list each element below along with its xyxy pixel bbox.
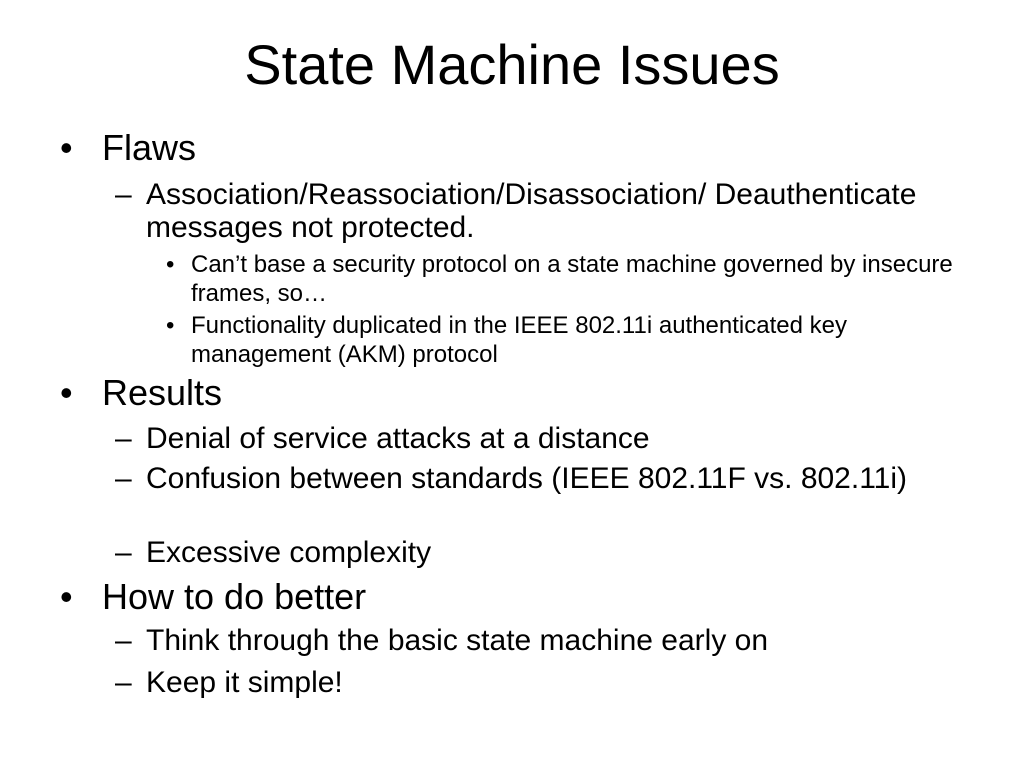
sub-sub-item-functionality-duplicated (166, 311, 966, 369)
dash-icon: – (115, 536, 132, 569)
sub-item-confusion-between-standards (115, 462, 965, 495)
sub-item-text: Think through the basic state machine early on (146, 624, 769, 657)
dash-icon: – (115, 462, 132, 495)
section-heading: Results (102, 372, 223, 413)
dash-icon: – (115, 666, 132, 699)
slide-title: State Machine Issues (244, 33, 780, 96)
bullet-dot-icon: • (60, 372, 73, 413)
sub-sub-item-text: Functionality duplicated in the IEEE 802.11i authenticated key management (AKM) protocol (191, 312, 847, 368)
sub-item-text: Association/Reassociation/Disassociation/ Deauthenticate messages not protected. (146, 178, 917, 244)
section-heading: How to do better (102, 576, 367, 617)
sub-item-think-through (115, 624, 965, 657)
dash-icon: – (115, 422, 132, 455)
dash-icon: – (115, 178, 132, 211)
sub-item-text: Excessive complexity (146, 536, 432, 569)
dash-icon: – (115, 624, 132, 657)
sub-item-excessive-complexity (115, 536, 965, 569)
section-heading: Flaws (102, 127, 197, 168)
sub-item-denial-of-service (115, 422, 965, 455)
bullet-dot-icon: • (60, 127, 73, 168)
sub-sub-item-text: Can’t base a security protocol on a state machine governed by insecure frames, so… (191, 251, 953, 307)
sub-item-text: Denial of service attacks at a distance (146, 422, 650, 455)
bullet-dot-icon: • (166, 251, 175, 278)
sub-item-messages-not-protected (115, 178, 965, 244)
sub-item-keep-it-simple (115, 666, 965, 699)
sub-sub-item-insecure-frames (166, 250, 966, 308)
sub-item-text: Keep it simple! (146, 666, 343, 699)
bullet-dot-icon: • (166, 312, 175, 339)
bullet-dot-icon: • (60, 576, 73, 617)
sub-item-text: Confusion between standards (IEEE 802.11F vs. 802.11i) (146, 462, 908, 495)
